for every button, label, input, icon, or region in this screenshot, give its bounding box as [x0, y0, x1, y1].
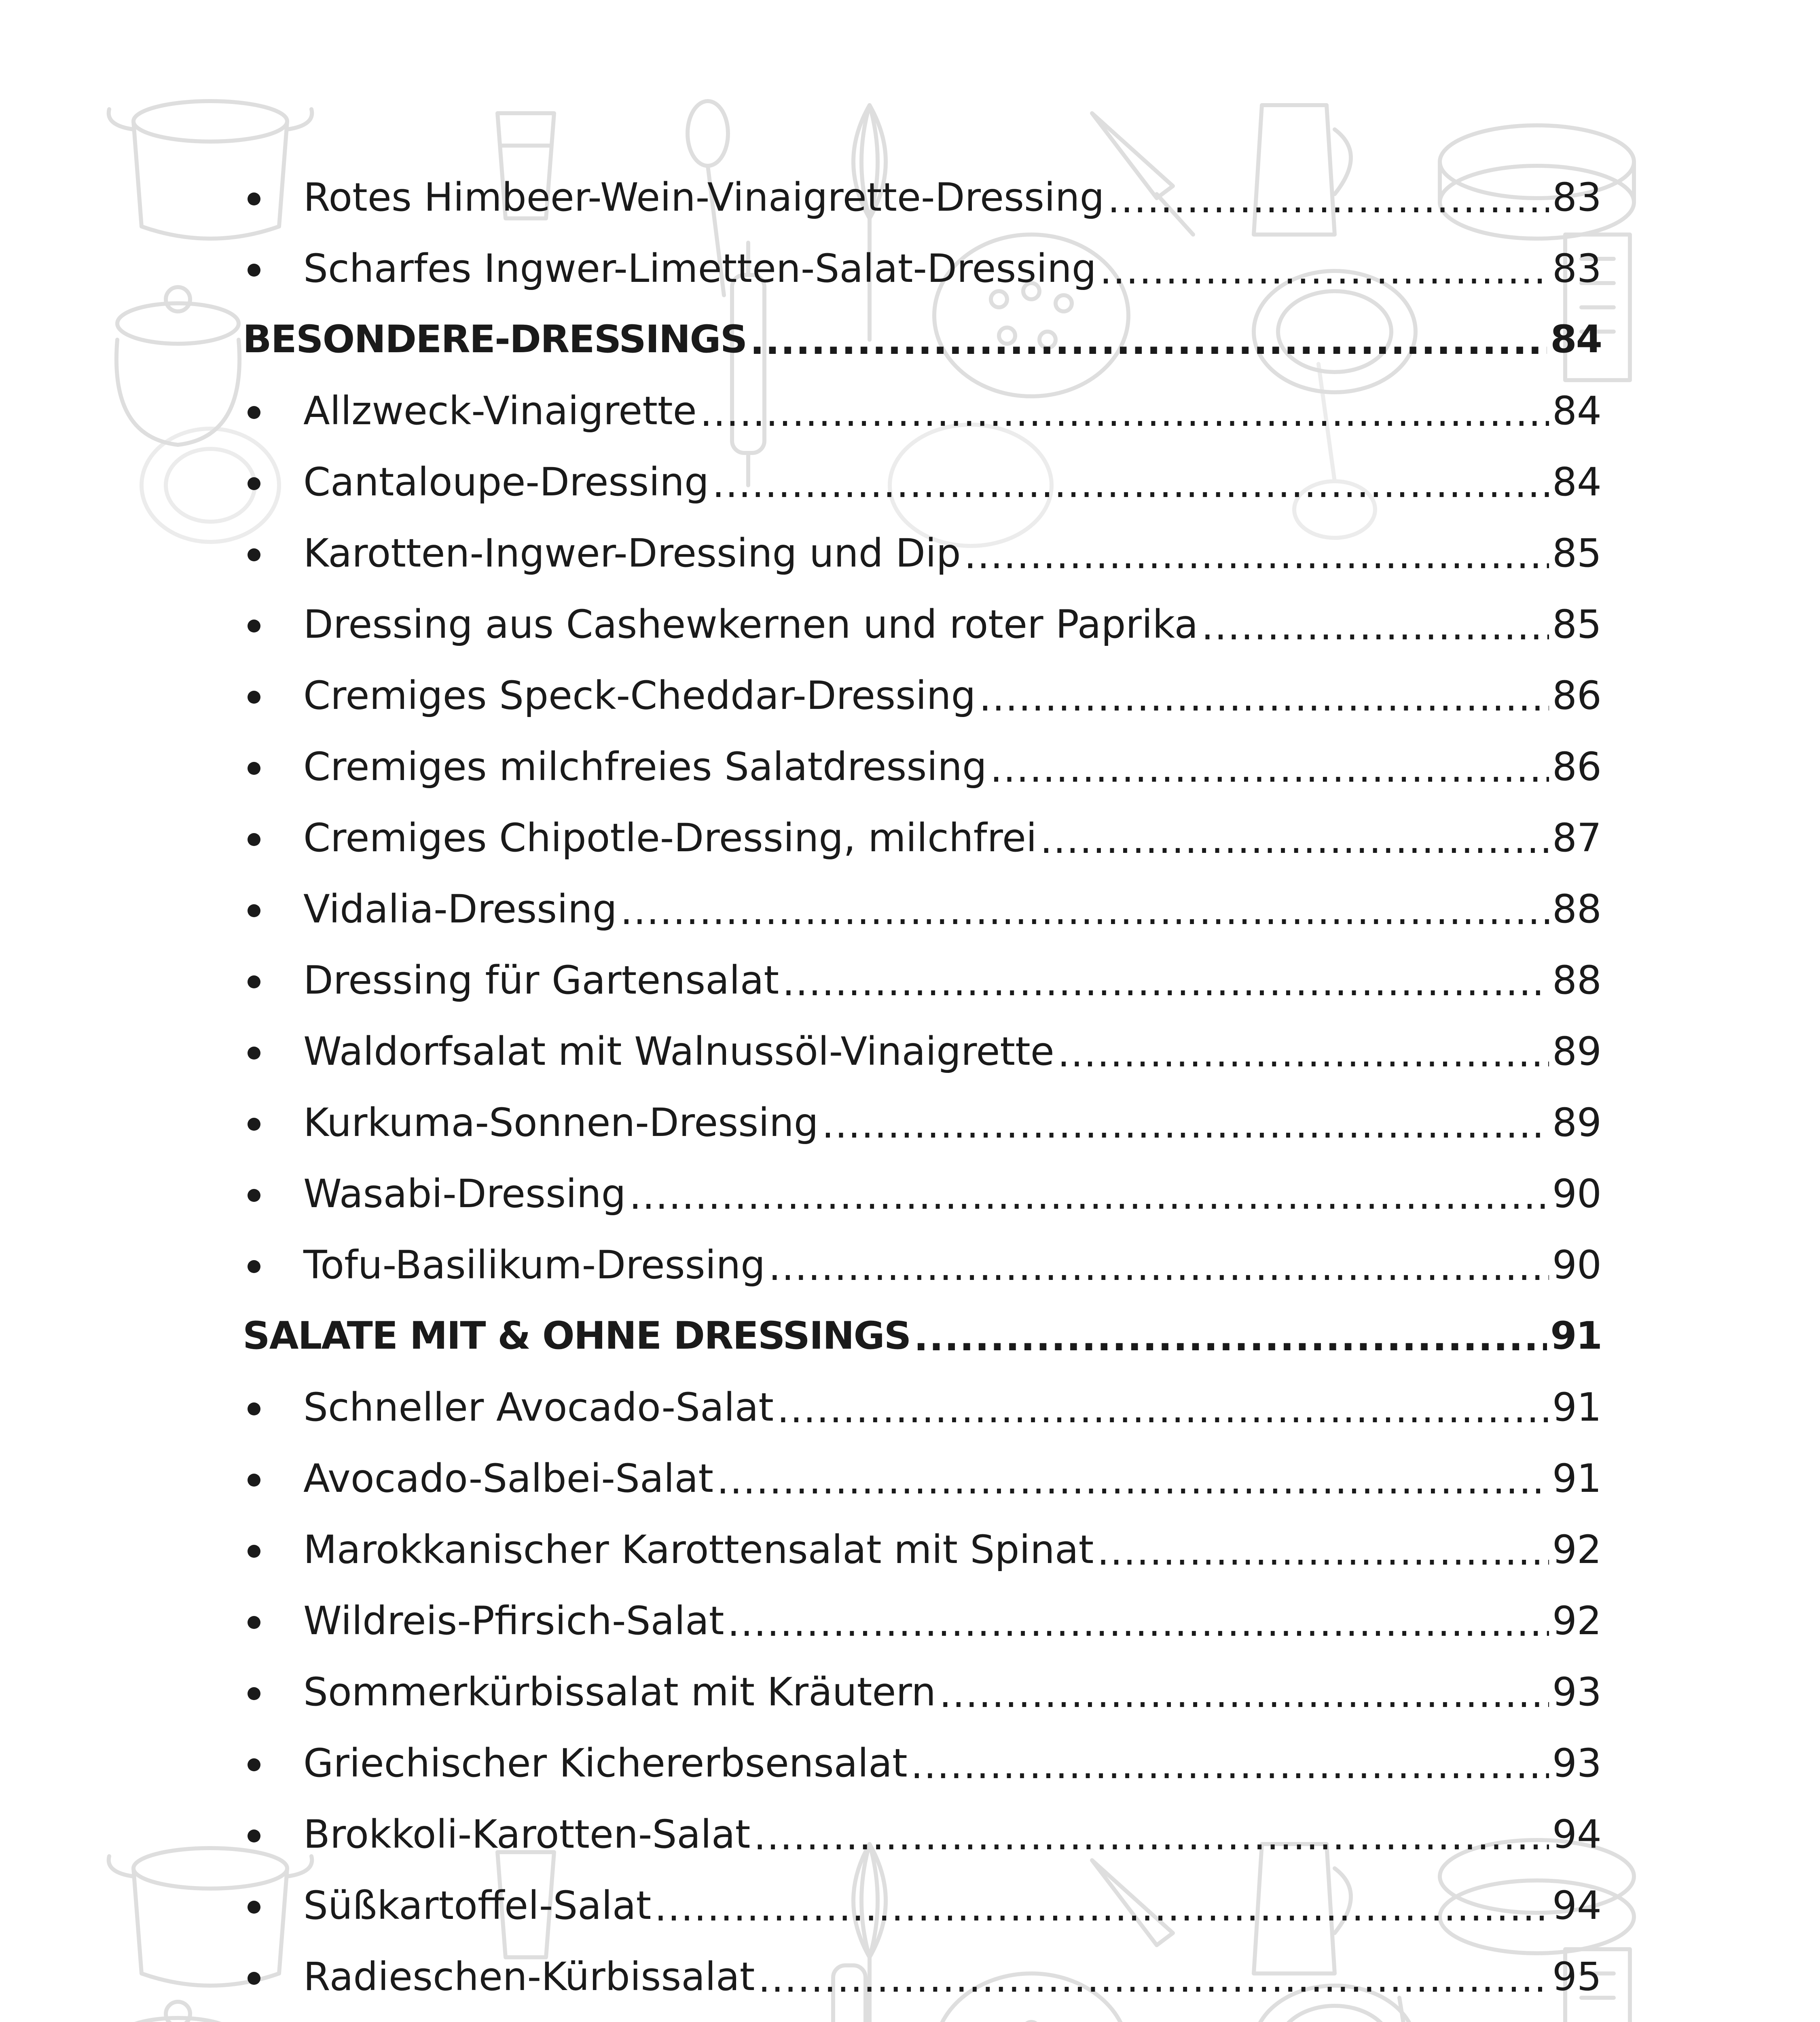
dot-leader	[1097, 1531, 1549, 1571]
toc-page-number: 92	[1552, 1527, 1602, 1572]
table-of-contents	[243, 162, 1602, 2012]
dot-leader	[990, 748, 1549, 789]
toc-entry	[243, 162, 1602, 233]
bullet-icon	[248, 406, 260, 419]
toc-title: Dressing aus Cashewkernen und roter Paprika	[303, 602, 1198, 647]
toc-entry	[243, 375, 1602, 446]
toc-page-number: 93	[1552, 1669, 1602, 1715]
toc-entry	[243, 518, 1602, 589]
toc-entry	[243, 1229, 1602, 1301]
dot-leader	[964, 535, 1549, 575]
toc-title: Sommerkürbissalat mit Kräutern	[303, 1669, 936, 1715]
toc-title: Marokkanischer Karottensalat mit Spinat	[303, 1527, 1094, 1572]
toc-title: Waldorfsalat mit Walnussöl-Vinaigrette	[303, 1029, 1054, 1074]
bullet-icon	[248, 1118, 260, 1131]
toc-entry	[243, 1087, 1602, 1158]
toc-entry	[243, 446, 1602, 518]
toc-page-number: 86	[1552, 744, 1602, 789]
toc-title: Schneller Avocado-Salat	[303, 1385, 774, 1430]
dot-leader	[939, 1673, 1549, 1714]
toc-entry	[243, 1870, 1602, 1941]
toc-page-number: 85	[1552, 531, 1602, 576]
toc-entry	[243, 1728, 1602, 1799]
toc-page-number: 85	[1552, 602, 1602, 647]
toc-page-number: 91	[1552, 1385, 1602, 1430]
toc-page-number: 92	[1552, 1598, 1602, 1643]
toc-title: Tofu-Basilikum-Dressing	[303, 1242, 766, 1288]
toc-page-number: 88	[1552, 958, 1602, 1003]
toc-page-number: 90	[1552, 1242, 1602, 1288]
toc-entry	[243, 731, 1602, 802]
bullet-icon	[248, 1260, 260, 1273]
toc-entry	[243, 1585, 1602, 1656]
dot-leader	[1058, 1033, 1549, 1073]
lidded-pot-sketch	[116, 2002, 239, 2022]
bullet-icon	[248, 477, 260, 490]
toc-title: Kurkuma-Sonnen-Dressing	[303, 1100, 819, 1145]
bullet-icon	[248, 1758, 260, 1771]
toc-page-number: 91	[1550, 1314, 1602, 1358]
dot-leader	[728, 1602, 1549, 1643]
toc-entry	[243, 1514, 1602, 1585]
dot-leader	[753, 1816, 1549, 1856]
toc-entry	[243, 233, 1602, 304]
dot-leader	[750, 321, 1547, 362]
toc-page-number: 91	[1552, 1456, 1602, 1501]
toc-page-number: 87	[1552, 815, 1602, 861]
toc-entry	[243, 1372, 1602, 1443]
toc-title: Vidalia-Dressing	[303, 886, 617, 932]
dot-leader	[758, 1958, 1549, 1999]
toc-title: Wasabi-Dressing	[303, 1171, 626, 1216]
toc-page-number: 84	[1552, 388, 1602, 434]
toc-page-number: 86	[1552, 673, 1602, 718]
dot-leader	[712, 463, 1549, 504]
toc-title: Radieschen-Kürbissalat	[303, 1954, 755, 1999]
bullet-icon	[248, 548, 260, 561]
toc-title: Brokkoli-Karotten-Salat	[303, 1812, 751, 1857]
bullet-icon	[248, 1972, 260, 1985]
dot-leader	[620, 890, 1549, 931]
dot-leader	[914, 1318, 1547, 1358]
toc-entry	[243, 945, 1602, 1016]
toc-title: Griechischer Kichererbsensalat	[303, 1741, 908, 1786]
bullet-icon	[248, 975, 260, 988]
toc-page-number: 94	[1552, 1812, 1602, 1857]
bullet-icon	[248, 1402, 260, 1415]
bullet-icon	[248, 620, 260, 632]
toc-title: Cantaloupe-Dressing	[303, 459, 709, 505]
toc-title: Karotten-Ingwer-Dressing und Dip	[303, 531, 961, 576]
toc-title: Avocado-Salbei-Salat	[303, 1456, 713, 1501]
toc-title: Dressing für Gartensalat	[303, 958, 779, 1003]
toc-entry	[243, 660, 1602, 731]
bullet-icon	[248, 1545, 260, 1558]
dot-leader	[700, 392, 1549, 433]
toc-entry	[243, 589, 1602, 660]
bullet-icon	[248, 1901, 260, 1914]
bullet-icon	[248, 1830, 260, 1842]
dot-leader	[782, 962, 1549, 1002]
toc-entry	[243, 1941, 1602, 2012]
bullet-icon	[248, 192, 260, 205]
toc-title: Süßkartoffel-Salat	[303, 1883, 652, 1928]
toc-entry	[243, 1656, 1602, 1728]
bullet-icon	[248, 1047, 260, 1060]
dot-leader	[822, 1104, 1549, 1144]
dot-leader	[1201, 606, 1549, 646]
toc-title: BESONDERE-DRESSINGS	[243, 317, 747, 362]
bullet-icon	[248, 833, 260, 846]
toc-page-number: 83	[1552, 246, 1602, 291]
toc-title: Scharfes Ingwer-Limetten-Salat-Dressing	[303, 246, 1096, 291]
toc-page-number: 93	[1552, 1741, 1602, 1786]
dot-leader	[979, 677, 1549, 717]
bullet-icon	[248, 1616, 260, 1629]
toc-title: Cremiges Speck-Cheddar-Dressing	[303, 673, 976, 718]
bullet-icon	[248, 1687, 260, 1700]
toc-section-heading	[243, 1301, 1602, 1372]
toc-entry	[243, 1158, 1602, 1229]
toc-title: Cremiges milchfreies Salatdressing	[303, 744, 987, 789]
toc-page-number: 95	[1552, 1954, 1602, 1999]
toc-page-number: 94	[1552, 1883, 1602, 1928]
toc-entry	[243, 1016, 1602, 1087]
dot-leader	[654, 1887, 1549, 1927]
bullet-icon	[248, 904, 260, 917]
toc-page-number: 84	[1550, 317, 1602, 362]
dot-leader	[1040, 819, 1549, 860]
dot-leader	[1100, 250, 1549, 290]
toc-title: Cremiges Chipotle-Dressing, milchfrei	[303, 815, 1037, 861]
toc-page-number: 88	[1552, 886, 1602, 932]
bullet-icon	[248, 762, 260, 775]
toc-entry	[243, 1443, 1602, 1514]
dot-leader	[777, 1389, 1549, 1429]
toc-entry	[243, 1799, 1602, 1870]
toc-page-number: 90	[1552, 1171, 1602, 1216]
toc-section-heading	[243, 304, 1602, 375]
dot-leader	[717, 1460, 1549, 1500]
toc-page-number: 83	[1552, 175, 1602, 220]
toc-title: Rotes Himbeer-Wein-Vinaigrette-Dressing	[303, 175, 1105, 220]
bullet-icon	[248, 691, 260, 704]
bullet-icon	[248, 1189, 260, 1202]
dot-leader	[1108, 179, 1549, 219]
toc-title: Wildreis-Pfirsich-Salat	[303, 1598, 724, 1643]
toc-entry	[243, 802, 1602, 874]
dot-leader	[629, 1175, 1549, 1216]
bullet-icon	[248, 264, 260, 277]
toc-entry	[243, 874, 1602, 945]
toc-page-number: 84	[1552, 459, 1602, 505]
toc-page-number: 89	[1552, 1029, 1602, 1074]
bullet-icon	[248, 1474, 260, 1487]
toc-title: Allzweck-Vinaigrette	[303, 388, 697, 434]
dot-leader	[911, 1745, 1549, 1785]
toc-title: SALATE MIT & OHNE DRESSINGS	[243, 1314, 911, 1358]
lidded-pot-sketch	[116, 287, 239, 445]
toc-page-number: 89	[1552, 1100, 1602, 1145]
dot-leader	[768, 1246, 1549, 1287]
